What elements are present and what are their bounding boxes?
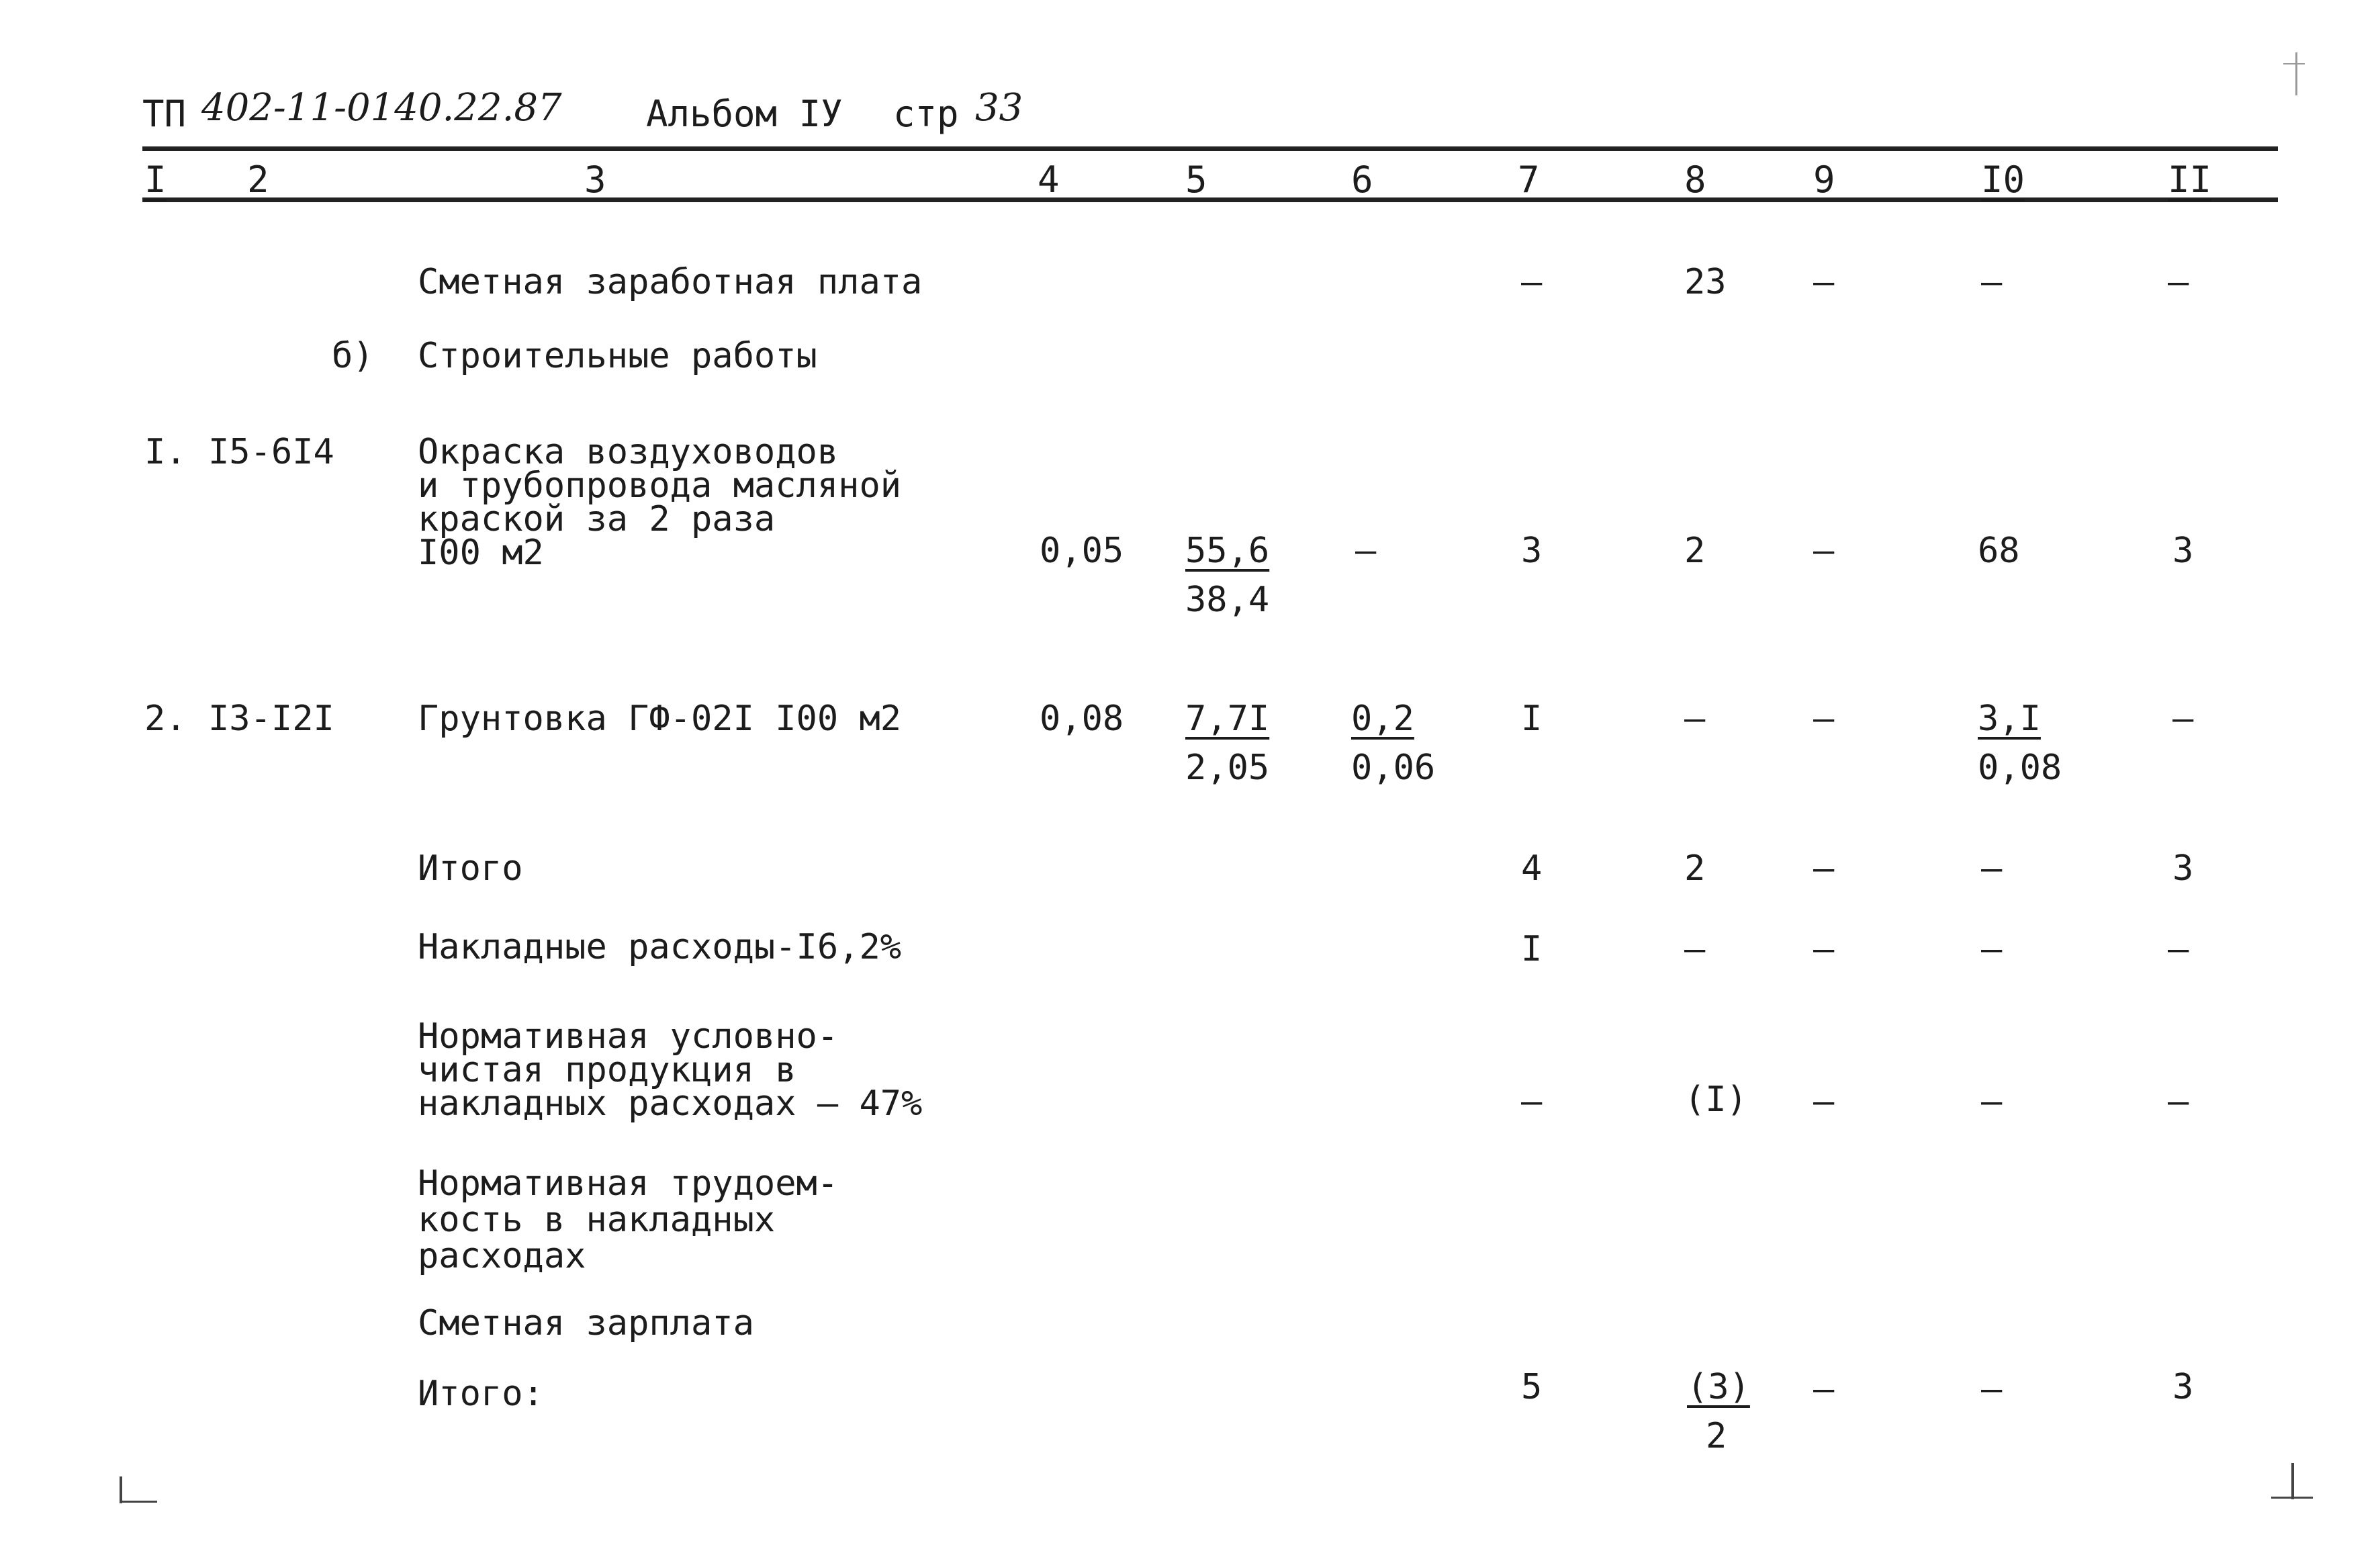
item1-desc-line-4: I00 м2 — [418, 533, 544, 573]
net-product-line-1: Нормативная условно- — [418, 1016, 839, 1057]
item1-number: I. — [144, 432, 187, 472]
crop-mark-bottom-left-v — [120, 1476, 122, 1503]
item1-c5-bottom: 38,4 — [1185, 580, 1270, 620]
overhead-c10: – — [1981, 929, 2003, 969]
item1-desc-line-1: Окраска воздуховодов — [418, 432, 839, 472]
col-num-5: 5 — [1185, 159, 1207, 201]
overhead-c8: – — [1684, 929, 1706, 969]
subtotal-c7: 4 — [1521, 848, 1543, 889]
subtotal-c8: 2 — [1684, 848, 1706, 889]
row-estimated-wage-c11: – — [2168, 262, 2189, 302]
labor-intensity-line-2: кость в накладных — [418, 1200, 776, 1240]
row-estimated-wage-label: Сметная заработная плата — [418, 262, 923, 302]
item1-c9: – — [1813, 531, 1835, 571]
item2-c9: – — [1813, 699, 1835, 739]
subtotal-c11: 3 — [2172, 848, 2194, 889]
net-product-c7: – — [1521, 1081, 1543, 1122]
doc-code: 402-11-0140.22.87 — [201, 86, 562, 130]
item2-c8: – — [1684, 699, 1706, 739]
item2-c6-bottom: 0,06 — [1351, 748, 1436, 788]
row-estimated-wage-c7: – — [1521, 262, 1543, 302]
subtotal-c10: – — [1981, 848, 2003, 889]
row-estimated-wage-c9: – — [1813, 262, 1835, 302]
item1-c11: 3 — [2172, 531, 2194, 571]
col-num-8: 8 — [1684, 159, 1706, 201]
overhead-c9: – — [1813, 929, 1835, 969]
net-product-label — [418, 1016, 923, 1124]
col-num-11: II — [2168, 159, 2212, 201]
net-product-c11: – — [2168, 1081, 2189, 1122]
item1-description — [418, 432, 902, 573]
header-top-rule — [142, 146, 2278, 151]
total-label: Итого: — [418, 1374, 544, 1414]
total-c8-bottom: 2 — [1706, 1416, 1727, 1456]
item2-c5-bottom: 2,05 — [1185, 748, 1270, 788]
item2-c10-bottom: 0,08 — [1978, 748, 2062, 788]
item1-c10: 68 — [1978, 531, 2020, 571]
item1-c8: 2 — [1684, 531, 1706, 571]
net-product-c10: – — [1981, 1081, 2003, 1122]
net-product-c9: – — [1813, 1081, 1835, 1122]
item1-desc-line-2: и трубопровода масляной — [418, 466, 902, 506]
header-bottom-rule — [142, 197, 2278, 202]
overhead-c7: I — [1521, 929, 1543, 969]
col-num-6: 6 — [1351, 159, 1373, 201]
item2-c7: I — [1521, 699, 1543, 739]
item2-c11: – — [2172, 699, 2194, 739]
total-c7: 5 — [1521, 1367, 1543, 1407]
row-estimated-wage-c8: 23 — [1684, 262, 1727, 302]
total-c11: 3 — [2172, 1367, 2194, 1407]
total-c8-top: (3) — [1687, 1367, 1750, 1407]
col-num-4: 4 — [1038, 159, 1060, 201]
item2-c4: 0,08 — [1040, 699, 1124, 739]
page-number: 33 — [975, 86, 1023, 130]
item1-c6: – — [1355, 531, 1377, 571]
col-num-2: 2 — [247, 159, 269, 201]
overhead-c11: – — [2168, 929, 2189, 969]
item2-number: 2. — [144, 699, 187, 739]
crop-mark-bottom-left-h — [120, 1501, 157, 1503]
crop-mark-bottom-right-v — [2291, 1463, 2294, 1499]
total-c10: – — [1981, 1369, 2003, 1409]
total-c9: – — [1813, 1369, 1835, 1409]
section-title: Строительные работы — [418, 336, 817, 376]
subtotal-label: Итого — [418, 848, 523, 889]
item1-c5-top: 55,6 — [1185, 531, 1270, 571]
item1-c4: 0,05 — [1040, 531, 1124, 571]
col-num-7: 7 — [1518, 159, 1540, 201]
estimated-salary-label: Сметная зарплата — [418, 1303, 754, 1343]
crop-mark-top-right-v — [2295, 52, 2297, 95]
item1-desc-line-3: краской за 2 раза — [418, 499, 776, 539]
album-label: Альбом IУ — [646, 93, 843, 135]
net-product-c8: (I) — [1684, 1079, 1747, 1120]
labor-intensity-label — [418, 1165, 838, 1274]
net-product-line-2: чистая продукция в — [418, 1050, 796, 1090]
subtotal-c9: – — [1813, 848, 1835, 889]
item2-c10-top: 3,I — [1978, 699, 2041, 739]
item2-c5-top: 7,7I — [1185, 699, 1270, 739]
item2-c6-top: 0,2 — [1351, 699, 1414, 739]
overhead-label: Накладные расходы-I6,2% — [418, 927, 902, 967]
col-num-10: I0 — [1981, 159, 2025, 201]
row-estimated-wage-c10: – — [1981, 262, 2003, 302]
crop-mark-bottom-right-h — [2271, 1497, 2313, 1499]
col-num-1: I — [144, 159, 167, 201]
labor-intensity-line-3: расходах — [418, 1236, 586, 1276]
doc-prefix: ТП — [142, 93, 187, 135]
page-label: стр — [893, 93, 959, 135]
crop-mark-top-right-h — [2283, 63, 2305, 64]
item1-code: I5-6I4 — [208, 432, 334, 472]
item2-description: Грунтовка ГФ-02I I00 м2 — [418, 699, 902, 739]
item1-c7: 3 — [1521, 531, 1543, 571]
item2-code: I3-I2I — [208, 699, 334, 739]
col-num-9: 9 — [1813, 159, 1835, 201]
section-prefix: б) — [332, 336, 374, 376]
labor-intensity-line-1: Нормативная трудоем- — [418, 1163, 839, 1204]
col-num-3: 3 — [584, 159, 606, 201]
net-product-line-3: накладных расходах – 47% — [418, 1084, 923, 1124]
